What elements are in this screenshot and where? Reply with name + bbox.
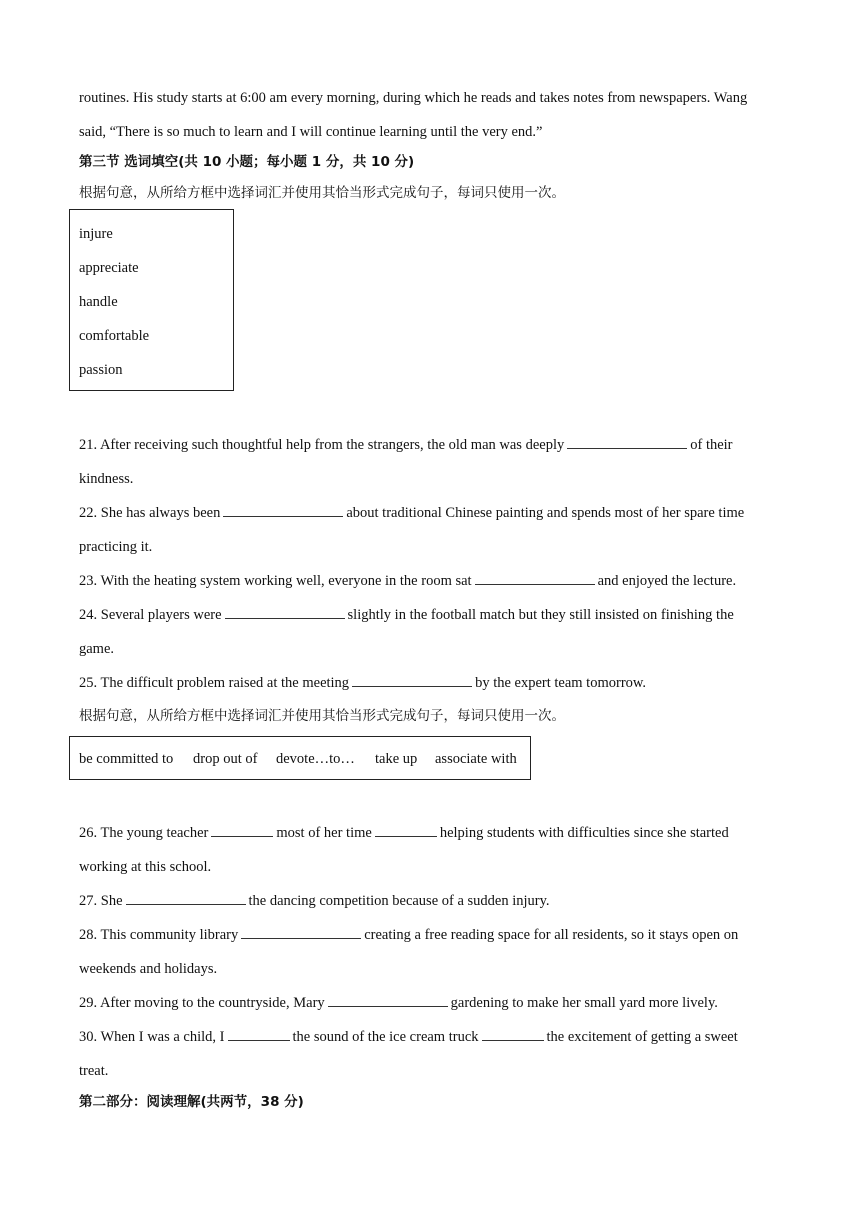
question-30: 30. When I was a child, I the sound of the ice cream truck the excitement of getting a sweet (79, 1029, 738, 1045)
answer-blank (223, 504, 343, 517)
intro-line-1: routines. His study starts at 6:00 am every morning, during which he reads and takes notes from newspapers. Wang (79, 90, 748, 106)
question-23: 23. With the heating system working well, everyone in the room sat and enjoyed the lecture. (79, 573, 737, 589)
word-box-item: appreciate (79, 260, 139, 276)
word-box-item: injure (79, 226, 113, 242)
answer-blank (328, 994, 448, 1007)
question-26-cont: working at this school. (79, 859, 212, 875)
phrase-box-item: be committed to (79, 751, 174, 767)
phrase-box-item: devote…to… (276, 751, 355, 767)
question-25: 25. The difficult problem raised at the meeting by the expert team tomorrow. (79, 675, 647, 691)
question-21-cont: kindness. (79, 471, 134, 487)
question-22: 22. She has always been about traditional Chinese painting and spends most of her spare time (79, 505, 745, 521)
answer-blank (211, 824, 273, 837)
answer-blank (475, 572, 595, 585)
phrase-box-item: take up (375, 751, 418, 767)
question-24: 24. Several players were slightly in the football match but they still insisted on finishing the (79, 607, 734, 623)
question-22-cont: practicing it. (79, 539, 153, 555)
answer-blank (225, 606, 345, 619)
question-28: 28. This community library creating a free reading space for all residents, so it stays open on (79, 927, 739, 943)
section3-heading: 第三节 选词填空(共 10 小题；每小题 1 分，共 10 分) (79, 154, 415, 170)
word-box-item: passion (79, 362, 123, 378)
answer-blank (567, 436, 687, 449)
word-box-item: comfortable (79, 328, 150, 344)
question-28-cont: weekends and holidays. (79, 961, 218, 977)
intro-line-2: said, “There is so much to learn and I will continue learning until the very end.” (79, 124, 543, 140)
question-24-cont: game. (79, 641, 115, 657)
phrase-box-item: drop out of (193, 751, 258, 767)
phrase-box (69, 736, 531, 780)
question-30-cont: treat. (79, 1063, 109, 1079)
section3-instruction-2: 根据句意，从所给方框中选择词汇并使用其恰当形式完成句子，每词只使用一次。 (79, 708, 565, 724)
section3-instruction: 根据句意，从所给方框中选择词汇并使用其恰当形式完成句子，每词只使用一次。 (79, 185, 565, 201)
word-box-item: handle (79, 294, 118, 310)
question-27: 27. She the dancing competition because of a sudden injury. (79, 893, 550, 909)
question-21: 21. After receiving such thoughtful help from the strangers, the old man was deeply of their (79, 437, 733, 453)
answer-blank (241, 926, 361, 939)
answer-blank (482, 1028, 544, 1041)
question-29: 29. After moving to the countryside, Mary gardening to make her small yard more lively. (79, 995, 718, 1011)
answer-blank (352, 674, 472, 687)
phrase-box-item: associate with (435, 751, 517, 767)
answer-blank (375, 824, 437, 837)
answer-blank (126, 892, 246, 905)
question-26: 26. The young teacher most of her time helping students with difficulties since she started (79, 825, 729, 841)
part2-heading: 第二部分：阅读理解(共两节，38 分) (79, 1094, 304, 1110)
word-box (69, 209, 234, 391)
answer-blank (228, 1028, 290, 1041)
